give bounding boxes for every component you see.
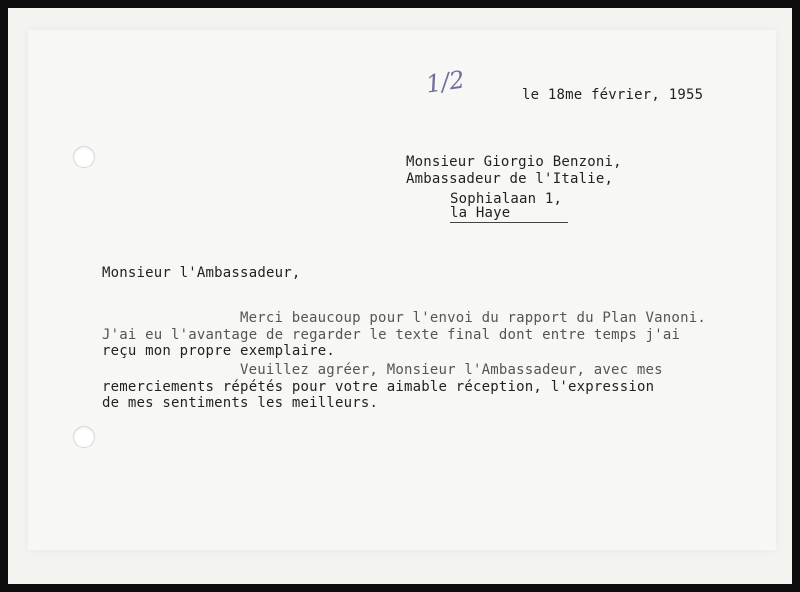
paragraph1-line1: Merci beaucoup pour l'envoi du rapport du Plan Vanoni. — [240, 310, 706, 326]
paragraph2-line2: remerciements répétés pour votre aimable réception, l'expression — [102, 379, 655, 395]
punch-hole-top — [73, 146, 95, 168]
paragraph1-line2: J'ai eu l'avantage de regarder le texte final dont entre temps j'ai — [102, 327, 681, 343]
letter-date: le 18me février, 1955 — [522, 87, 704, 103]
recipient-street: Sophialaan 1, — [450, 191, 563, 207]
letter-sheet — [28, 30, 776, 550]
recipient-city: la Haye — [450, 205, 511, 221]
salutation: Monsieur l'Ambassadeur, — [102, 265, 301, 281]
recipient-title: Ambassadeur de l'Italie, — [406, 171, 614, 187]
paragraph2-line1: Veuillez agréer, Monsieur l'Ambassadeur, avec mes — [240, 362, 663, 378]
scan-background — [8, 8, 792, 584]
punch-hole-bottom — [73, 426, 95, 448]
paragraph2-line3: de mes sentiments les meilleurs. — [102, 395, 379, 411]
recipient-name: Monsieur Giorgio Benzoni, — [406, 154, 622, 170]
paragraph1-line3: reçu mon propre exemplaire. — [102, 343, 335, 359]
city-underline — [450, 222, 568, 223]
page-mark: 1/2 — [424, 65, 467, 99]
